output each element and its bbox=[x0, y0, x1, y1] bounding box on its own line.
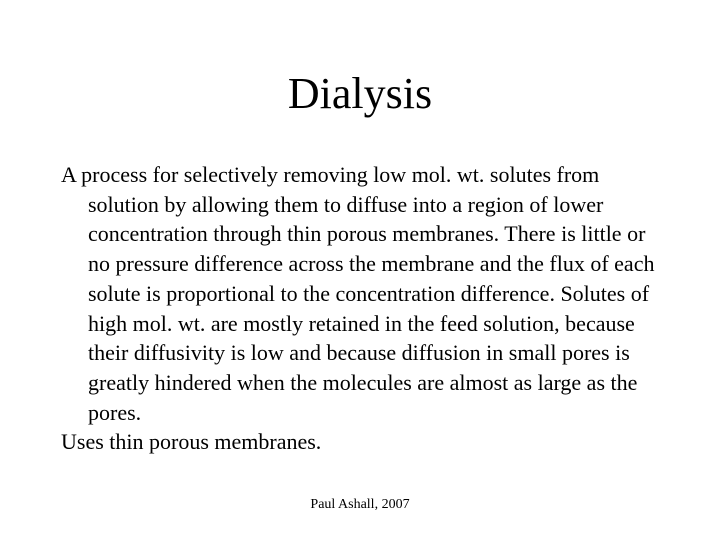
slide-footer: Paul Ashall, 2007 bbox=[310, 497, 410, 512]
body-paragraph-definition: A process for selectively removing low mol. wt. solutes from solution by allowing them to diffuse into a region of lower concentration through thin porous membranes. There is little or no pressure difference across the membrane and the flux of each solute is proportional to the concentration difference. Solutes of high mol. wt. are mostly retained in the feed solution, because their diffusivity is low and because diffusion in small pores is greatly hindered when the molecules are almost as large as the pores. bbox=[61, 162, 655, 425]
slide-title: Dialysis bbox=[287, 69, 433, 118]
slide-body bbox=[61, 160, 661, 457]
body-paragraph-membranes: Uses thin porous membranes. bbox=[61, 429, 322, 455]
